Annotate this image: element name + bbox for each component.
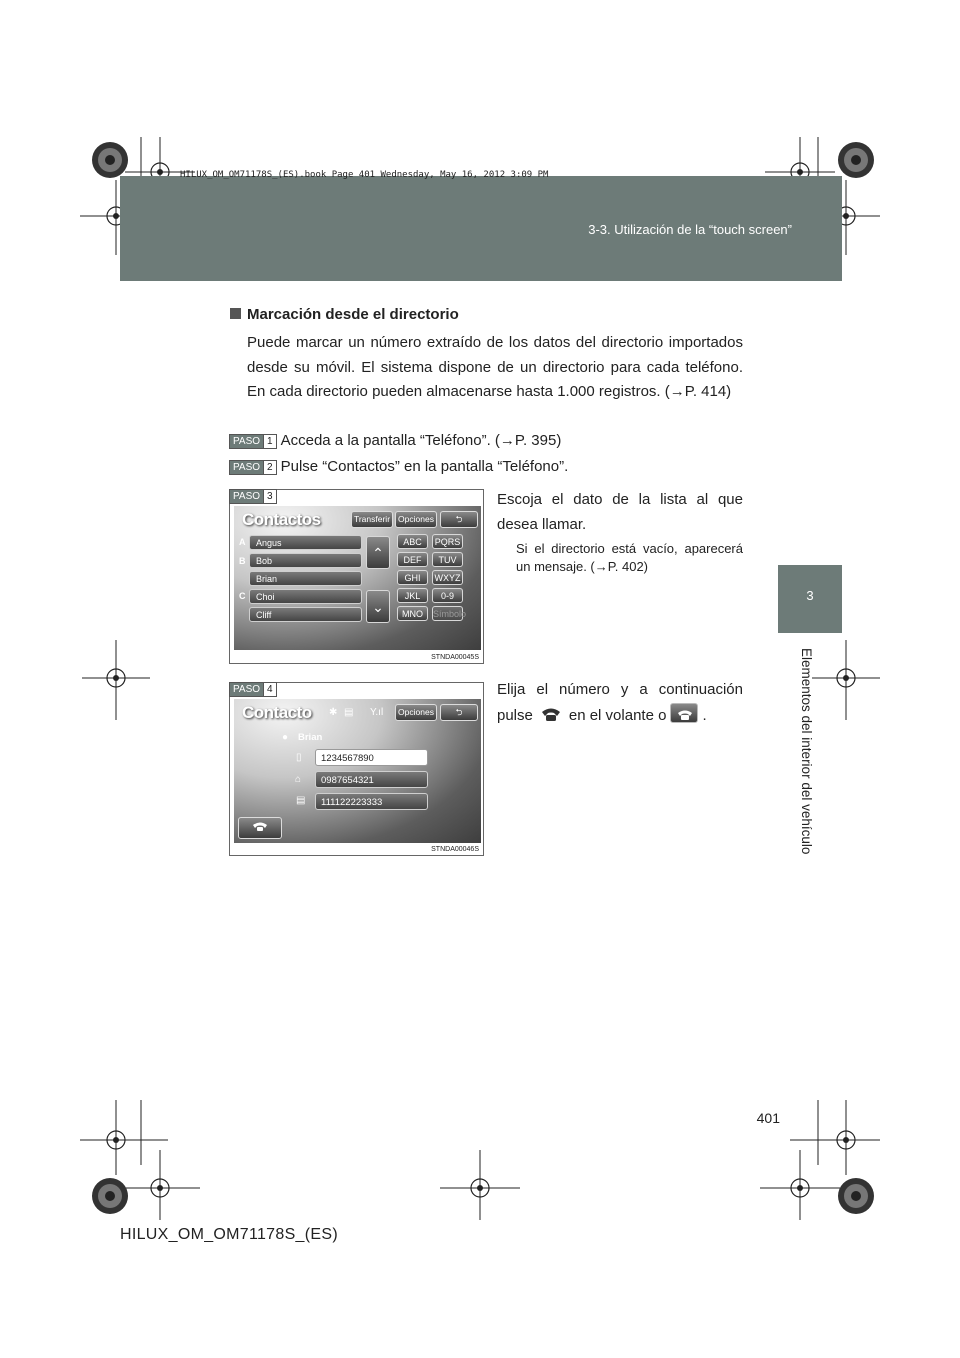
- step-badge: PASO 3: [229, 489, 277, 504]
- alpha-key[interactable]: WXYZ: [432, 570, 463, 585]
- alpha-key[interactable]: PQRS: [432, 534, 463, 549]
- alpha-key[interactable]: ABC: [397, 534, 428, 549]
- step-1: [229, 432, 561, 449]
- options-button[interactable]: Opciones: [395, 704, 437, 721]
- figure-caption: STNDA00045S: [431, 654, 479, 661]
- back-button[interactable]: ⮌: [440, 704, 478, 721]
- touch-screen: [234, 506, 481, 650]
- home-icon: ⌂: [295, 774, 302, 785]
- chapter-number: 3: [806, 588, 814, 603]
- step-3-text: Escoja el dato de la lista al que desea llamar.: [497, 491, 743, 533]
- signal-icon: Y.ıl: [370, 707, 384, 718]
- contact-row[interactable]: Bob: [249, 553, 362, 568]
- alpha-key[interactable]: DEF: [397, 552, 428, 567]
- symbol-key[interactable]: Símbolo: [432, 606, 463, 621]
- phone-icon: [252, 821, 268, 833]
- scroll-up-button[interactable]: ⌃: [366, 536, 390, 569]
- book-info-line: HILUX_OM_OM71178S_(ES).book Page 401 Wednesday, May 16, 2012 3:09 PM: [180, 170, 549, 180]
- step-3-note: Si el directorio está vacío, aparecerá un mensaje. (→P. 402): [516, 541, 743, 574]
- battery-icon: ▤: [344, 707, 354, 718]
- subsection-heading: [230, 306, 459, 323]
- person-icon: ●: [282, 732, 289, 743]
- phone-number-row[interactable]: 111122223333: [315, 793, 428, 810]
- alpha-key[interactable]: JKL: [397, 588, 428, 603]
- touch-screen: [234, 699, 481, 843]
- figure-contacts-screen: [229, 489, 484, 664]
- figure-contact-detail-screen: [229, 682, 484, 856]
- bluetooth-icon: ✱: [329, 707, 338, 718]
- section-title: 3-3. Utilización de la “touch screen”: [588, 222, 792, 237]
- index-letter: C: [239, 591, 246, 601]
- phone-number-row[interactable]: 0987654321: [315, 771, 428, 788]
- contact-name: Brian: [298, 732, 323, 743]
- step-text: Pulse “Contactos” en la pantalla “Teléfono”.: [280, 458, 569, 475]
- contact-row[interactable]: Choi: [249, 589, 362, 604]
- intro-paragraph: Puede marcar un número extraído de los datos del directorio importados desde su móvil. El sistema dispone de un directorio para cada teléfono. En cada directorio pueden almacenarse hasta 1.000 registros. (→P. 414): [247, 334, 743, 400]
- step-badge: PASO 1: [229, 434, 277, 449]
- steering-phone-icon: [537, 704, 565, 724]
- office-icon: ▤: [296, 795, 306, 806]
- screen-title: Contactos: [242, 510, 321, 529]
- step-badge: PASO 2: [229, 460, 277, 475]
- dial-button[interactable]: [238, 817, 282, 839]
- figure-caption: STNDA00046S: [431, 846, 479, 853]
- footer-code: HILUX_OM_OM71178S_(ES): [120, 1226, 338, 1243]
- chapter-label: Elementos del interior del vehículo: [799, 648, 814, 855]
- page-number: 401: [756, 1110, 780, 1126]
- square-bullet-icon: [230, 308, 241, 319]
- step-2: [229, 458, 568, 475]
- screen-dial-button-icon: [670, 703, 698, 723]
- subsection-title: Marcación desde el directorio: [247, 306, 459, 323]
- contact-row[interactable]: Angus: [249, 535, 362, 550]
- step-text: Acceda a la pantalla “Teléfono”. (→P. 395): [280, 432, 562, 449]
- step-badge: PASO 4: [229, 682, 277, 697]
- index-letter: A: [239, 537, 246, 547]
- options-button[interactable]: Opciones: [395, 511, 437, 528]
- alpha-key[interactable]: MNO: [397, 606, 428, 621]
- scroll-down-button[interactable]: ⌄: [366, 590, 390, 623]
- alpha-key[interactable]: 0-9: [432, 588, 463, 603]
- index-letter: B: [239, 556, 246, 566]
- alpha-key[interactable]: GHI: [397, 570, 428, 585]
- phone-number-row[interactable]: 1234567890: [315, 749, 428, 766]
- mobile-phone-icon: ▯: [296, 752, 302, 763]
- transfer-button[interactable]: Transferir: [351, 511, 393, 528]
- alpha-key[interactable]: TUV: [432, 552, 463, 567]
- step-4-text: Elija el número y a continuación pulse en el volante o .: [497, 681, 743, 724]
- contact-row[interactable]: Cliff: [249, 607, 362, 622]
- contact-row[interactable]: Brian: [249, 571, 362, 586]
- back-button[interactable]: ⮌: [440, 511, 478, 528]
- screen-title: Contacto: [242, 703, 312, 722]
